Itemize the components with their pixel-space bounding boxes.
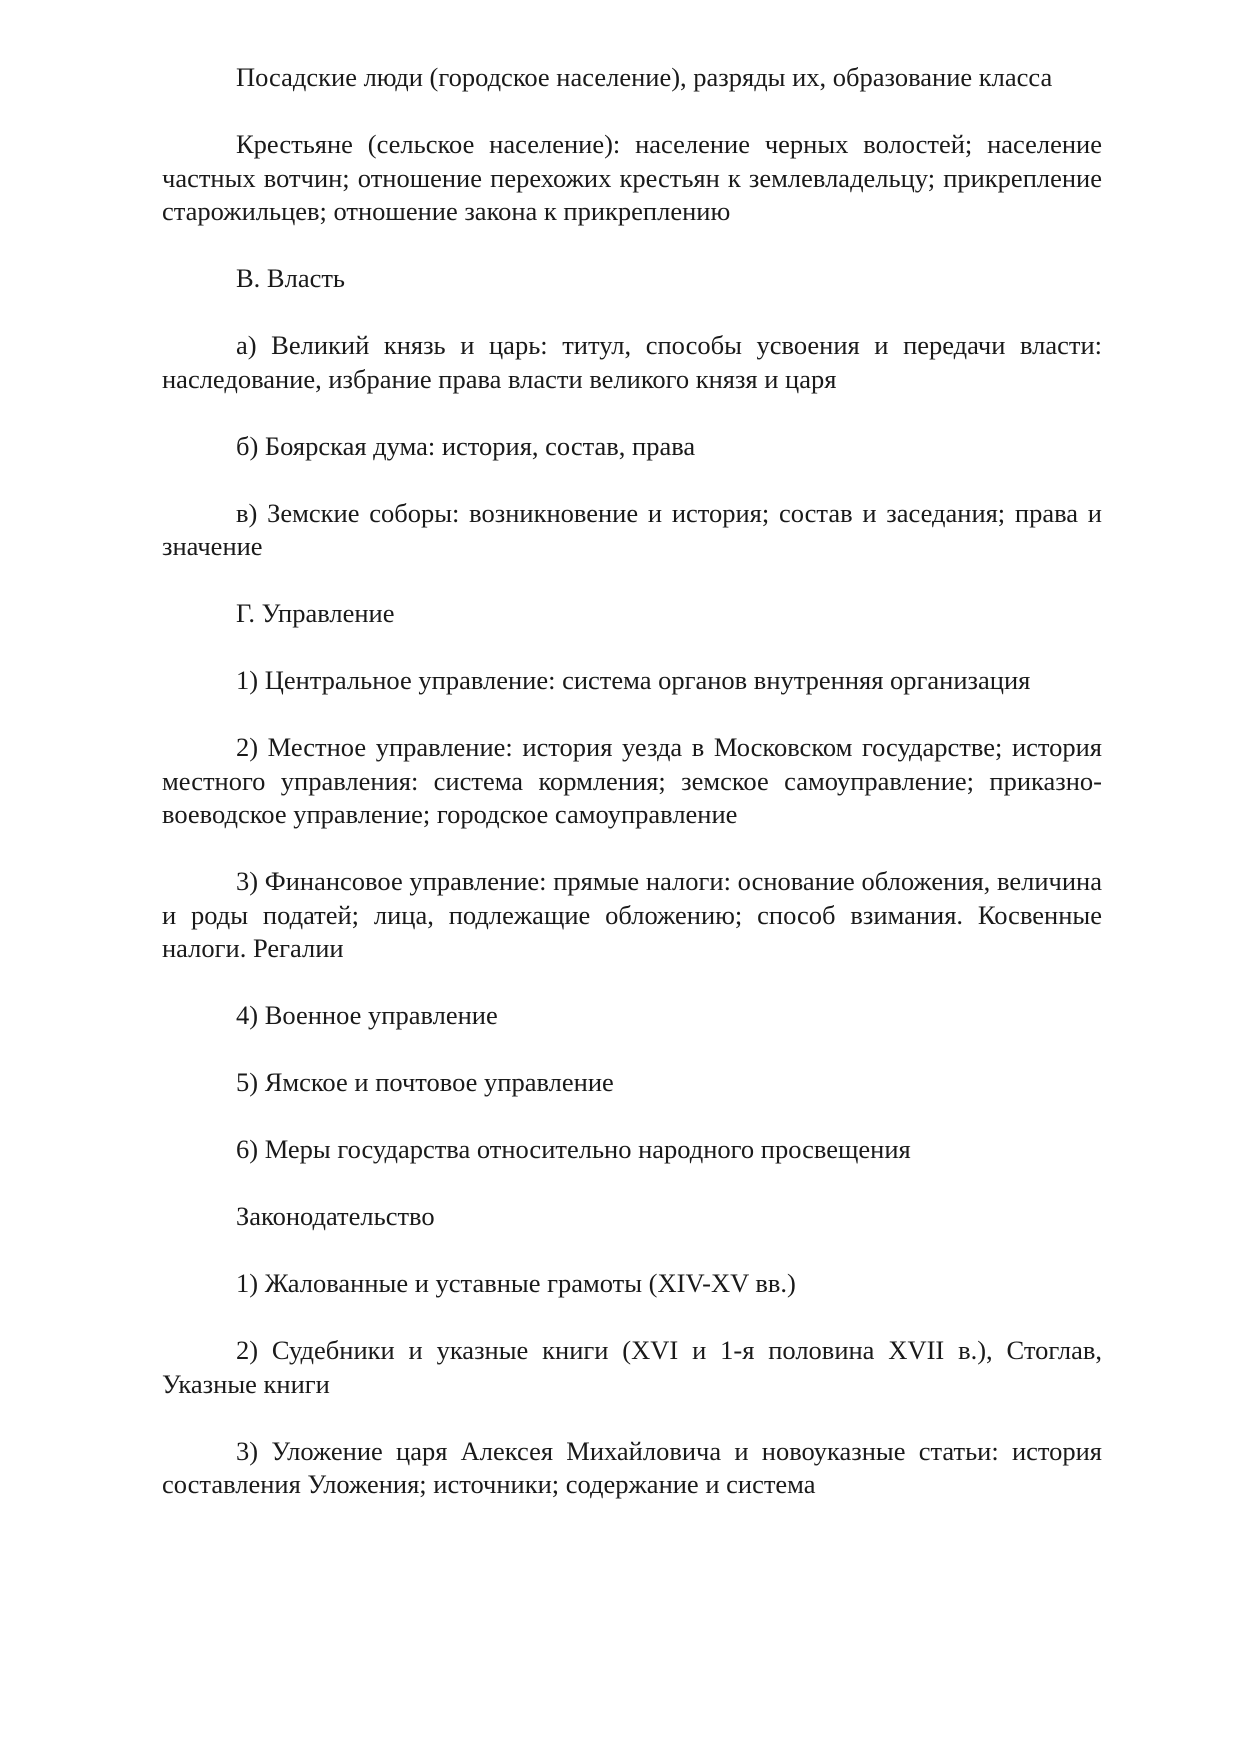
paragraph-military-administration: 4) Военное управление: [236, 1000, 498, 1030]
paragraph-zemsky-sobors: в) Земские соборы: возникновение и история; состав и заседания; права и значение: [162, 497, 1102, 561]
section-heading-administration: Г. Управление: [236, 598, 395, 628]
paragraph-postal-administration: 5) Ямское и почтовое управление: [236, 1067, 614, 1097]
paragraph-posad-people: Посадские люди (городское население), разряды их, образование класса: [236, 62, 1053, 92]
paragraph-local-administration: 2) Местное управление: история уезда в Московском государстве; история местного управления: система кормления; земское самоуправление; приказно-воеводское управление; городское самоуправление: [162, 732, 1102, 829]
paragraph-sudebniks: 2) Судебники и указные книги (XVI и 1-я половина XVII в.), Стоглав, Указные книги: [162, 1335, 1102, 1399]
section-heading-power: В. Власть: [236, 263, 346, 293]
paragraph-charters: 1) Жалованные и уставные грамоты (XIV-XV вв.): [236, 1268, 796, 1298]
paragraph-boyar-duma: б) Боярская дума: история, состав, права: [236, 430, 696, 461]
document-body: [162, 61, 1102, 1502]
section-heading-legislation: Законодательство: [236, 1201, 435, 1231]
paragraph-public-education: 6) Меры государства относительно народного просвещения: [236, 1134, 911, 1164]
paragraph-peasants: Крестьяне (сельское население): население черных волостей; население частных вотчин; отношение перехожих крестьян к землевладельцу; прикрепление старожильцев; отношение закона к прикреплению: [162, 129, 1102, 226]
paragraph-financial-administration: 3) Финансовое управление: прямые налоги: основание обложения, величина и роды податей; лица, подлежащие обложению; способ взимания. Косвенные налоги. Регалии: [162, 866, 1102, 963]
paragraph-ulozhenie: 3) Уложение царя Алексея Михайловича и новоуказные статьи: история составления Уложения; источники; содержание и система: [162, 1435, 1102, 1499]
paragraph-grand-prince: а) Великий князь и царь: титул, способы усвоения и передачи власти: наследование, избрание права власти великого князя и царя: [162, 330, 1102, 394]
paragraph-central-administration: 1) Центральное управление: система органов внутренняя организация: [236, 665, 1031, 695]
